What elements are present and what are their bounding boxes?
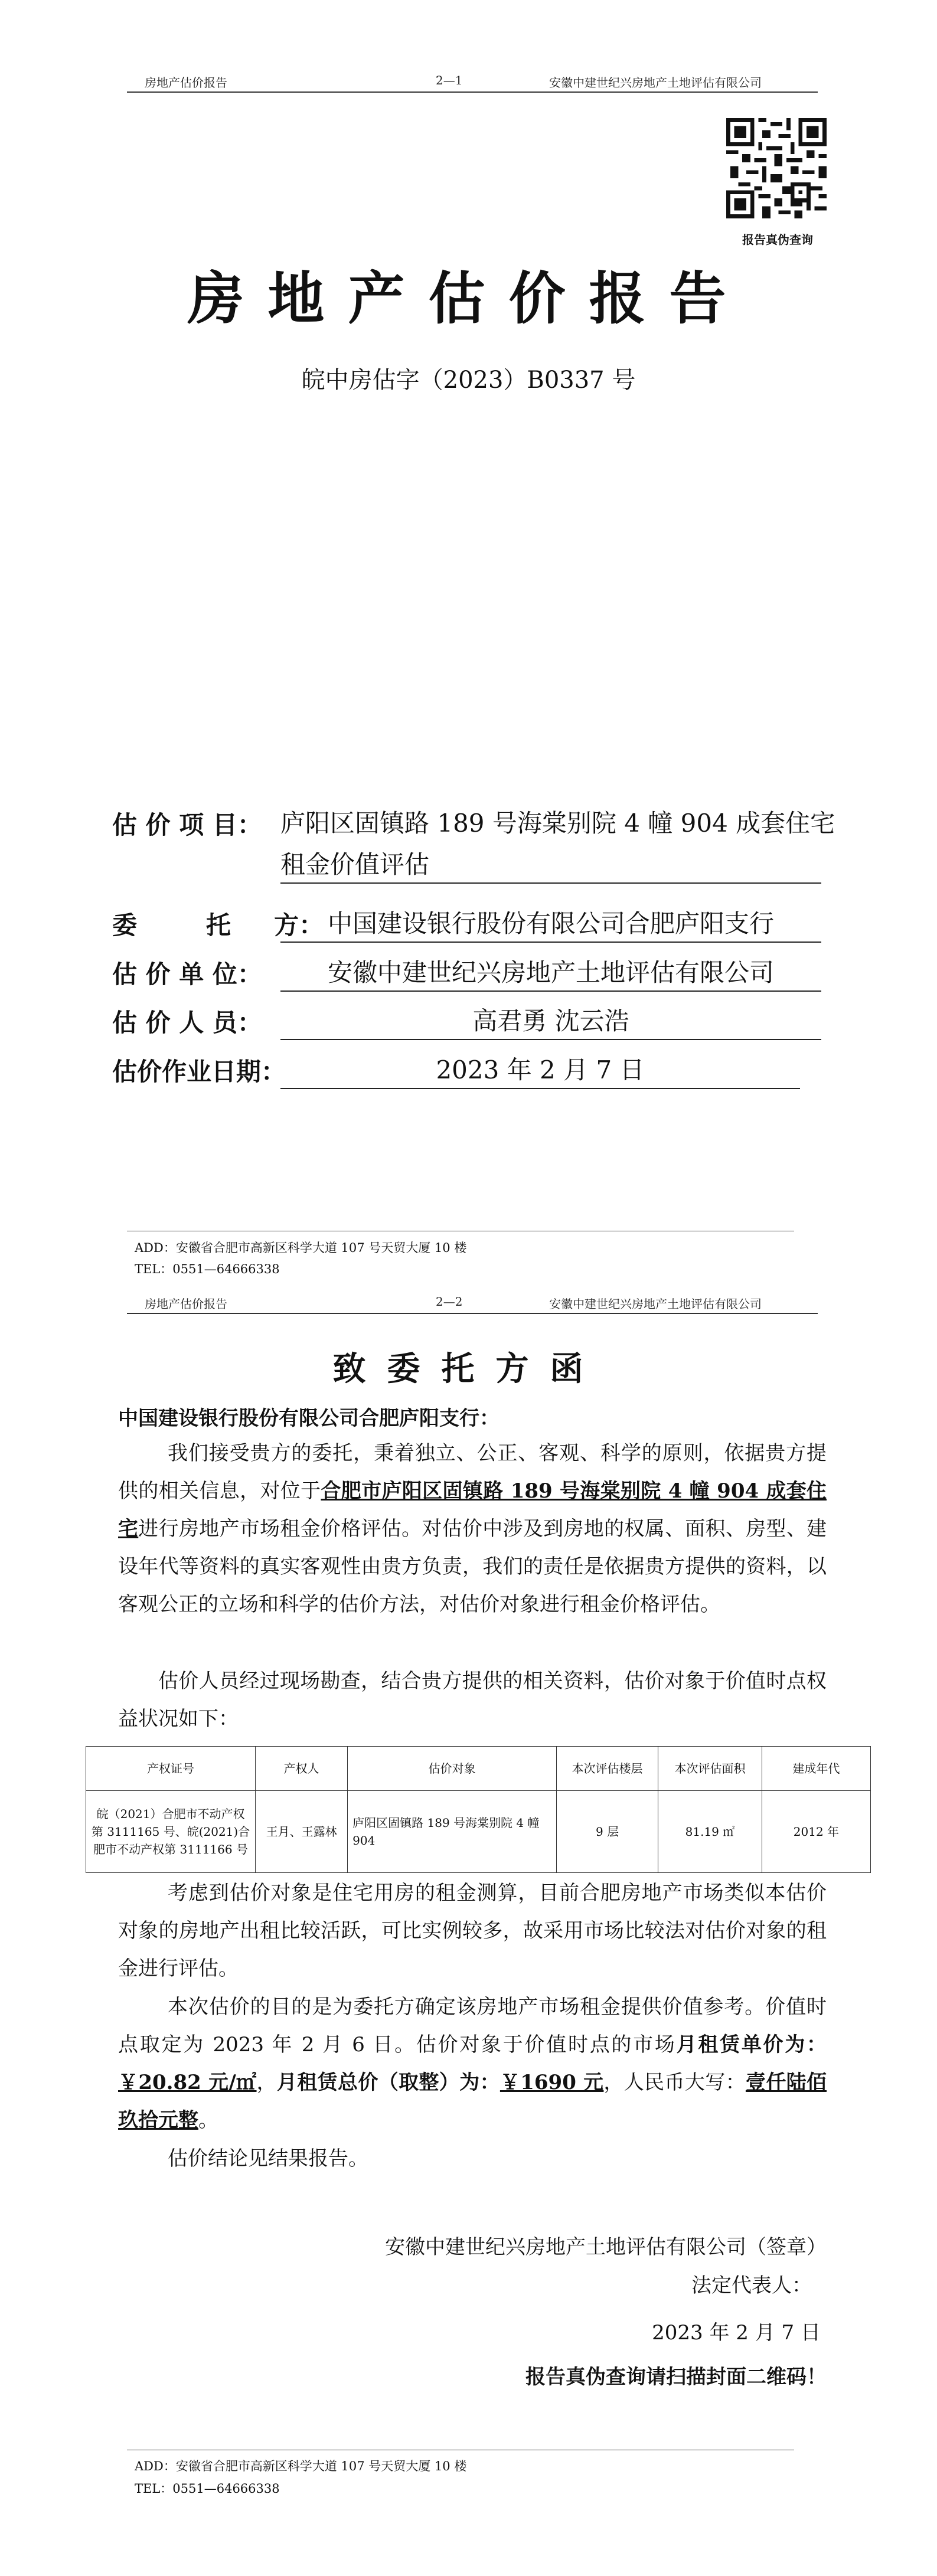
letter-paragraph-2: 估价人员经过现场勘查，结合贵方提供的相关资料，估价对象于价值时点权益状况如下： (118, 1669, 827, 1731)
field-appraiser-value: 高君勇 沈云浩 (280, 1003, 821, 1040)
qr-caption: 报告真伪查询 (742, 233, 813, 247)
letter-title: 致委托方函 (332, 1349, 605, 1388)
p1-text-c: 进行房地产市场租金价格评估。对估价中涉及到房地的权属、面积、房型、建设年代等资料的真实客观性由贵方负责，我们的责任是依据贵方提供的资料，以客观公正的立场和科学的估价方法，对估价对象进行租金价格评估。 (118, 1517, 827, 1616)
table-cell-owner: 王月、王露林 (256, 1791, 348, 1873)
page1-header-right: 安徽中建世纪兴房地产土地评估有限公司 (549, 76, 762, 90)
field-unit-value: 安徽中建世纪兴房地产土地评估有限公司 (280, 955, 821, 992)
p4-text-a: 本次估价的目的是为委托方确定该房地产市场租金提供价值参考。价值时点取定为 2023 年 2 月 6 日。估价对象于价值时点的市场 (118, 1995, 827, 2057)
page2-header-rule (127, 1313, 818, 1314)
signature-date: 2023 年 2 月 7 日 (652, 2321, 821, 2345)
signature-representative: 法定代表人： (691, 2274, 812, 2297)
page2-footer-tel: TEL：0551—64666338 (135, 2482, 280, 2496)
table-row (86, 1791, 871, 1873)
table-cell-floor: 9 层 (557, 1791, 658, 1873)
page2-header-page: 2—2 (436, 1294, 463, 1309)
page2-footer-address: ADD：安徽省合肥市高新区科学大道 107 号天贸大厦 10 楼 (135, 2459, 467, 2473)
p4-end: 。 (198, 2108, 218, 2132)
page1-header-rule (127, 91, 818, 93)
field-date-value: 2023 年 2 月 7 日 (280, 1052, 800, 1089)
field-appraiser (112, 1003, 838, 1051)
table-header-cell: 产权人 (256, 1747, 348, 1791)
p4-text-g: ，人民币大写： (603, 2071, 746, 2094)
page2-header-right: 安徽中建世纪兴房地产土地评估有限公司 (549, 1297, 762, 1311)
letter-paragraph-1 (118, 1434, 827, 1623)
table-header-cell: 估价对象 (348, 1747, 557, 1791)
qr-code-icon[interactable] (726, 118, 827, 218)
table-header-cell: 本次评估楼层 (557, 1747, 658, 1791)
letter-paragraph-4 (118, 1988, 827, 2139)
table-header-cell: 产权证号 (86, 1747, 256, 1791)
p4-total-value: ￥1690 元 (499, 2071, 604, 2094)
page1-header-page: 2—1 (436, 73, 463, 87)
field-appraiser-label: 估 价 人 员： (112, 1008, 262, 1037)
table-cell-area: 81.19 ㎡ (658, 1791, 762, 1873)
verify-note: 报告真伪查询请扫描封面二维码！ (525, 2365, 827, 2389)
p4-amount-in-words: 壹仟陆佰玖拾元整 (118, 2071, 827, 2132)
letter-paragraph-5: 估价结论见结果报告。 (168, 2147, 368, 2170)
table-cell-object: 庐阳区固镇路 189 号海棠别院 4 幢 904 (348, 1791, 557, 1873)
p4-unit-price-label: 月租赁单价为： (676, 2033, 827, 2057)
signature-company: 安徽中建世纪兴房地产土地评估有限公司（签章） (385, 2235, 827, 2259)
field-unit-label: 估 价 单 位： (112, 960, 262, 989)
field-project-label: 估 价 项 目： (112, 810, 262, 839)
page1-footer-tel: TEL：0551—64666338 (135, 1262, 280, 1276)
field-client (112, 906, 838, 953)
table-header-cell: 本次评估面积 (658, 1747, 762, 1791)
letter-paragraph-3: 考虑到估价对象是住宅用房的租金测算，目前合肥房地产市场类似本估价对象的房地产出租比较活跃，可比实例较多，故采用市场比较法对估价对象的租金进行评估。 (118, 1881, 827, 1980)
p1-property-address: 合肥市庐阳区固镇路 189 号海棠别院 4 幢 904 成套住宅 (118, 1479, 827, 1541)
table-header-row (86, 1747, 871, 1791)
table-cell-year: 2012 年 (762, 1791, 870, 1873)
field-client-label: 委 托 方： (112, 911, 324, 940)
page2-header-left: 房地产估价报告 (145, 1297, 227, 1311)
page1-footer-address: ADD：安徽省合肥市高新区科学大道 107 号天贸大厦 10 楼 (135, 1241, 467, 1255)
report-number: 皖中房估字（2023）B0337 号 (301, 367, 636, 394)
p4-total-label: 月租赁总价（取整）为： (276, 2071, 500, 2094)
table-header-cell: 建成年代 (762, 1747, 870, 1791)
field-unit (112, 955, 838, 1002)
p4-unit-price-value: ￥20.82 元/㎡ (118, 2071, 257, 2094)
field-date-label: 估价作业日期： (112, 1057, 286, 1086)
report-title: 房地产估价报告 (187, 265, 750, 332)
p1-text-a: 我们接受贵方的委托，秉着独立、公正、客观、科学的原则，依据贵方提供的相关信息，对位于 (118, 1441, 827, 1503)
field-client-value: 中国建设银行股份有限公司合肥庐阳支行 (280, 906, 821, 943)
p4-sep: ， (256, 2071, 277, 2094)
field-project-value-2: 租金价值评估 (280, 847, 821, 884)
field-date (112, 1052, 838, 1100)
letter-addressee: 中国建设银行股份有限公司合肥庐阳支行： (118, 1407, 499, 1430)
field-project-value-1: 庐阳区固镇路 189 号海棠别院 4 幢 904 成套住宅 (280, 809, 835, 838)
property-rights-table (86, 1746, 871, 1873)
page1-header-left: 房地产估价报告 (145, 76, 227, 90)
table-cell-cert-no: 皖（2021）合肥市不动产权第 3111165 号、皖(2021)合肥市不动产权第 3111166 号 (86, 1791, 256, 1873)
field-project (112, 806, 838, 900)
